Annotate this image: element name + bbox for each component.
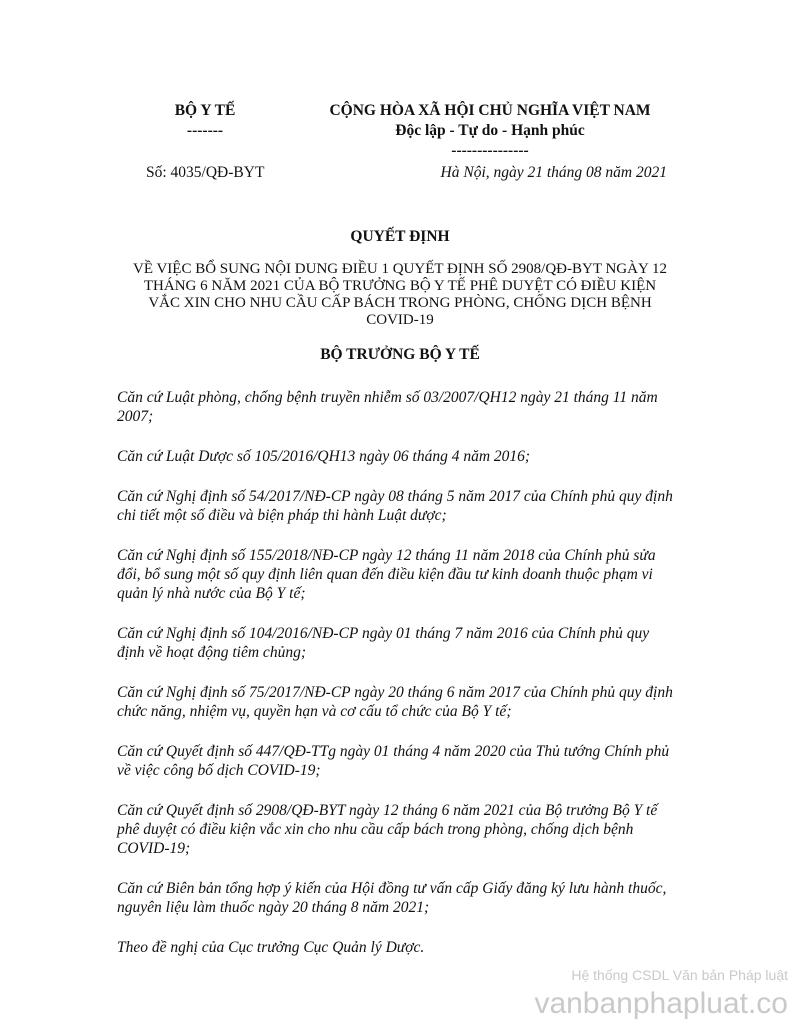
legal-basis-line: COVID-19; xyxy=(117,840,191,857)
legal-basis-paragraph xyxy=(117,683,692,721)
issuer-title: BỘ TRƯỞNG BỘ Y TẾ xyxy=(320,346,480,363)
legal-basis-paragraph xyxy=(117,742,692,780)
national-header xyxy=(300,101,680,161)
legal-bases xyxy=(117,388,692,978)
watermark xyxy=(534,966,788,1022)
legal-basis-line: chi tiết một số điều và biện pháp thi hành Luật dược; xyxy=(117,507,447,524)
legal-basis-line: về việc công bố dịch COVID-19; xyxy=(117,762,321,779)
legal-basis-line: Căn cứ Nghị định số 54/2017/NĐ-CP ngày 08 tháng 5 năm 2017 của Chính phủ quy định xyxy=(117,488,673,505)
legal-basis-paragraph xyxy=(117,938,692,957)
legal-basis-line: nguyên liệu làm thuốc ngày 20 tháng 8 năm 2021; xyxy=(117,899,430,916)
country-name: CỘNG HÒA XÃ HỘI CHỦ NGHĨA VIỆT NAM xyxy=(329,102,651,119)
subject-line: THÁNG 6 NĂM 2021 CỦA BỘ TRƯỞNG BỘ Y TẾ PHÊ DUYỆT CÓ ĐIỀU KIỆN xyxy=(143,278,657,294)
legal-basis-line: Căn cứ Luật phòng, chống bệnh truyền nhiễm số 03/2007/QH12 ngày 21 tháng 11 năm xyxy=(117,389,658,406)
subject-line: VỀ VIỆC BỔ SUNG NỘI DUNG ĐIỀU 1 QUYẾT ĐỊNH SỐ 2908/QĐ-BYT NGÀY 12 xyxy=(132,261,667,277)
legal-basis-paragraph xyxy=(117,388,692,426)
place-and-date: Hà Nội, ngày 21 tháng 08 năm 2021 xyxy=(440,164,667,181)
legal-basis-line: Căn cứ Nghị định số 75/2017/NĐ-CP ngày 20 tháng 6 năm 2017 của Chính phủ quy định xyxy=(117,684,673,701)
legal-basis-line: phê duyệt có điều kiện vắc xin cho nhu cầu cấp bách trong phòng, chống dịch bệnh xyxy=(117,821,634,838)
subject-line: VẮC XIN CHO NHU CẦU CẤP BÁCH TRONG PHÒNG, CHỐNG DỊCH BỆNH xyxy=(148,295,652,311)
legal-basis-line: Căn cứ Nghị định số 104/2016/NĐ-CP ngày 01 tháng 7 năm 2016 của Chính phủ quy xyxy=(117,625,650,642)
legal-basis-line: chức năng, nhiệm vụ, quyền hạn và cơ cấu tổ chức của Bộ Y tế; xyxy=(117,703,512,720)
legal-basis-line: Căn cứ Luật Dược số 105/2016/QH13 ngày 06 tháng 4 năm 2016; xyxy=(117,448,531,465)
legal-basis-line: Theo đề nghị của Cục trưởng Cục Quản lý Dược. xyxy=(117,939,425,956)
legal-basis-paragraph xyxy=(117,624,692,662)
legal-basis-paragraph xyxy=(117,879,692,917)
title-block xyxy=(100,227,700,365)
legal-basis-paragraph xyxy=(117,487,692,525)
motto-rule: --------------- xyxy=(451,142,529,159)
document-subject xyxy=(100,261,700,329)
legal-basis-line: định về hoạt động tiêm chủng; xyxy=(117,644,306,661)
legal-basis-line: quản lý nhà nước của Bộ Y tế; xyxy=(117,585,306,602)
legal-basis-paragraph xyxy=(117,447,692,466)
agency-name: BỘ Y TẾ xyxy=(174,102,236,119)
watermark-site: vanbanphapluat.co xyxy=(534,987,788,1020)
legal-basis-line: Căn cứ Nghị định số 155/2018/NĐ-CP ngày 12 tháng 11 năm 2018 của Chính phủ sửa xyxy=(117,547,656,564)
legal-basis-line: Căn cứ Quyết định số 447/QĐ-TTg ngày 01 tháng 4 năm 2020 của Thủ tướng Chính phủ xyxy=(117,743,670,760)
legal-basis-line: Căn cứ Quyết định số 2908/QĐ-BYT ngày 12 tháng 6 năm 2021 của Bộ trưởng Bộ Y tế xyxy=(117,802,658,819)
legal-basis-paragraph xyxy=(117,546,692,603)
subject-line: COVID-19 xyxy=(366,312,434,328)
agency-header xyxy=(115,101,295,141)
watermark-caption: Hệ thống CSDL Văn bản Pháp luật xyxy=(571,967,788,983)
document-number: Số: 4035/QĐ-BYT xyxy=(146,164,265,181)
motto: Độc lập - Tự do - Hạnh phúc xyxy=(395,122,585,139)
legal-basis-paragraph xyxy=(117,801,692,858)
legal-basis-line: 2007; xyxy=(117,408,154,425)
document-title: QUYẾT ĐỊNH xyxy=(350,228,450,245)
legal-basis-line: đổi, bổ sung một số quy định liên quan đến điều kiện đầu tư kinh doanh thuộc phạm vi xyxy=(117,566,653,583)
legal-basis-line: Căn cứ Biên bản tổng hợp ý kiến của Hội đồng tư vấn cấp Giấy đăng ký lưu hành thuốc, xyxy=(117,880,667,897)
agency-rule: ------- xyxy=(186,122,224,139)
